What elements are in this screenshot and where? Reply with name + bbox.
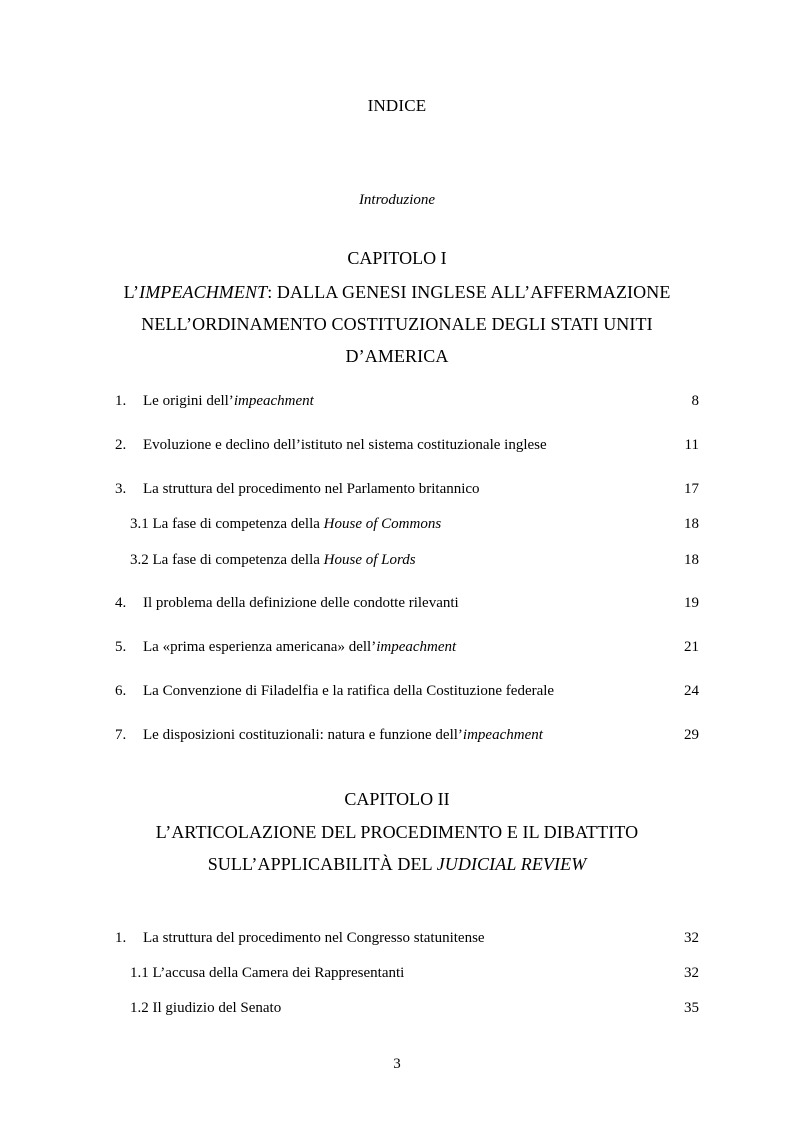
chapter-2-label: CAPITOLO II (344, 789, 450, 809)
page-number: 3 (393, 1056, 401, 1072)
toc-entry: 1. La struttura del procedimento nel Congresso statunitense 32 (115, 930, 699, 946)
chapter-1-title-line-1: L’IMPEACHMENT: DALLA GENESI INGLESE ALL’AFFERMAZIONE (123, 282, 671, 302)
chapter-1-title-line-2: NELL’ORDINAMENTO COSTITUZIONALE DEGLI STATI UNITI (141, 314, 653, 334)
chapter-1-label: CAPITOLO I (347, 248, 447, 268)
chapter-2-title-line-1: L’ARTICOLAZIONE DEL PROCEDIMENTO E IL DIBATTITO (155, 822, 639, 842)
toc-subentry: 3.2 La fase di competenza della House of Lords 18 (130, 552, 699, 568)
toc-entry: 2. Evoluzione e declino dell’istituto nel sistema costituzionale inglese 11 (115, 437, 699, 453)
chapter-2-title-line-2: SULL’APPLICABILITÀ DEL JUDICIAL REVIEW (207, 854, 587, 874)
toc-entry: 5. La «prima esperienza americana» dell’impeachment 21 (115, 639, 699, 655)
chapter-1-title-line-3: D’AMERICA (345, 346, 449, 366)
toc-subentry: 1.2 Il giudizio del Senato 35 (130, 1000, 699, 1016)
toc-entry: 6. La Convenzione di Filadelfia e la ratifica della Costituzione federale 24 (115, 683, 699, 699)
page-title: INDICE (367, 96, 427, 115)
toc-entry: 3. La struttura del procedimento nel Parlamento britannico 17 (115, 481, 699, 497)
toc-subentry: 1.1 L’accusa della Camera dei Rappresentanti 32 (130, 965, 699, 981)
toc-subentry: 3.1 La fase di competenza della House of Commons 18 (130, 516, 699, 532)
toc-entry: 4. Il problema della definizione delle condotte rilevanti 19 (115, 595, 699, 611)
toc-entry: 1. Le origini dell’impeachment 8 (115, 393, 699, 409)
toc-entry: 7. Le disposizioni costituzionali: natura e funzione dell’impeachment 29 (115, 727, 699, 743)
introduction-heading: Introduzione (358, 192, 436, 208)
